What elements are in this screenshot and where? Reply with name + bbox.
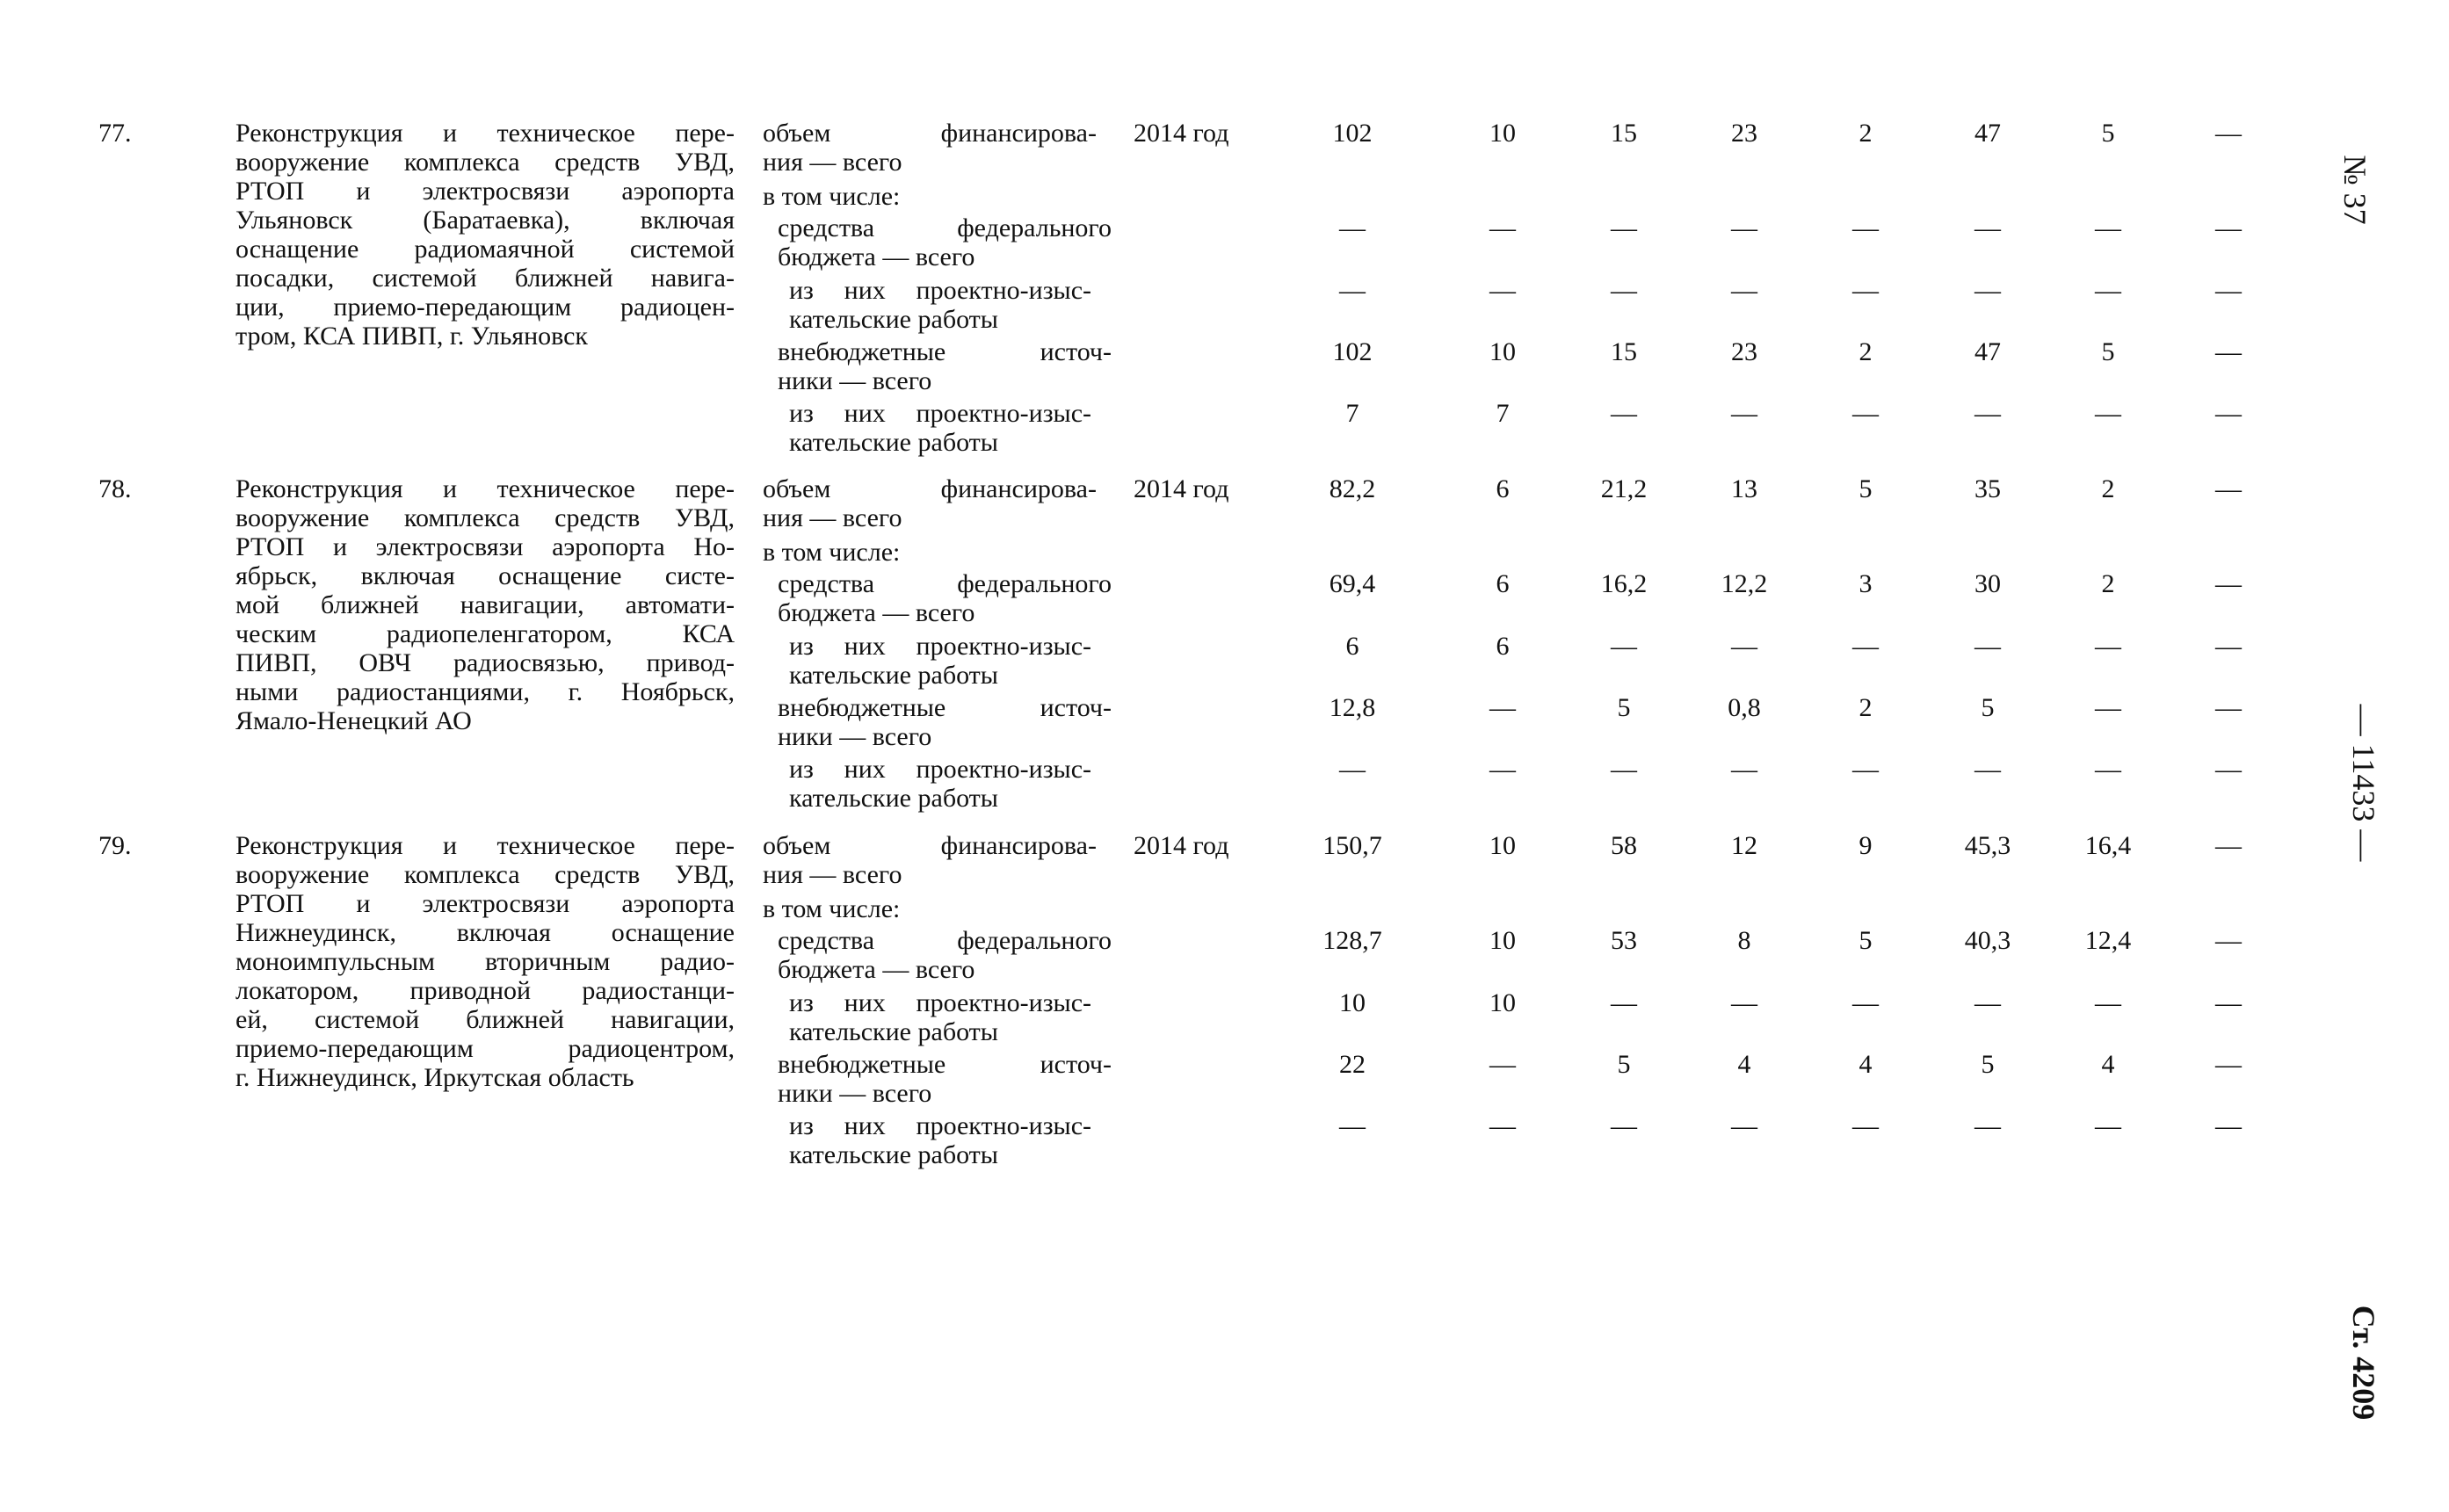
table-cell: — xyxy=(1731,632,1757,661)
table-cell: 5 xyxy=(1617,693,1631,722)
table-cell: 4 xyxy=(2101,1050,2115,1079)
row-label-line: средства федерального xyxy=(778,569,1112,598)
description-line: Ульяновск (Баратаевка), включая xyxy=(235,206,735,235)
table-cell: 6 xyxy=(1496,569,1510,598)
description-line: ПИВП, ОВЧ радиосвязью, привод- xyxy=(235,648,735,677)
description-line: Реконструкция и техническое пере- xyxy=(235,474,735,503)
table-cell: — xyxy=(1974,988,2001,1017)
table-cell: — xyxy=(2215,693,2242,722)
table-cell: 22 xyxy=(1339,1050,1366,1079)
table-cell: — xyxy=(2215,119,2242,148)
table-cell: — xyxy=(2095,632,2121,661)
row-label-line: из них проектно-изыс- xyxy=(789,632,1091,661)
table-cell: 16,2 xyxy=(1600,569,1648,598)
table-cell: 2 xyxy=(1858,693,1873,722)
table-cell: 30 xyxy=(1974,569,2001,598)
table-cell: — xyxy=(2215,632,2242,661)
table-cell: — xyxy=(1731,399,1757,428)
description-line: мой ближней навигации, автомати- xyxy=(235,590,735,619)
table-cell: — xyxy=(1489,1050,1516,1079)
description-line: ческим радиопеленгатором, КСА xyxy=(235,619,735,648)
entry-number: 78. xyxy=(98,474,132,503)
row-label-line: из них проектно-изыс- xyxy=(789,755,1091,784)
table-cell: 5 xyxy=(1617,1050,1631,1079)
table-cell: — xyxy=(1611,213,1637,242)
table-cell: — xyxy=(2095,399,2121,428)
entry-number: 77. xyxy=(98,119,132,148)
table-cell: — xyxy=(1611,988,1637,1017)
table-cell: — xyxy=(1852,632,1879,661)
row-label-line: в том числе: xyxy=(763,894,901,923)
table-cell: — xyxy=(2215,1111,2242,1140)
table-cell: 7 xyxy=(1345,399,1359,428)
table-cell: — xyxy=(1611,632,1637,661)
table-cell: — xyxy=(2095,276,2121,305)
table-cell: 4 xyxy=(1737,1050,1751,1079)
row-label xyxy=(763,894,1097,923)
row-label-line: объем финансирова- xyxy=(763,474,1097,503)
table-cell: — xyxy=(1852,399,1879,428)
table-cell: — xyxy=(2215,926,2242,955)
row-label-line: внебюджетные источ- xyxy=(778,1050,1112,1079)
table-cell: — xyxy=(1974,276,2001,305)
table-cell: — xyxy=(1611,1111,1637,1140)
table-cell: — xyxy=(1339,213,1366,242)
row-label-line: из них проектно-изыс- xyxy=(789,276,1091,305)
table-cell: 5 xyxy=(2101,119,2115,148)
table-cell: 12 xyxy=(1731,831,1757,860)
table-cell: 10 xyxy=(1339,988,1366,1017)
description-line: Реконструкция и техническое пере- xyxy=(235,119,735,148)
description-line: локатором, приводной радиостанци- xyxy=(235,976,735,1005)
table-cell: 6 xyxy=(1496,632,1510,661)
row-label xyxy=(789,1111,1091,1169)
row-label-line: бюджета — всего xyxy=(778,955,975,984)
table-cell: — xyxy=(2215,474,2242,503)
table-cell: 128,7 xyxy=(1322,926,1382,955)
table-cell: 10 xyxy=(1489,119,1516,148)
table-cell: — xyxy=(1974,399,2001,428)
table-cell: 23 xyxy=(1731,119,1757,148)
row-label-line: ники — всего xyxy=(778,366,932,395)
entry-number: 79. xyxy=(98,831,132,860)
table-cell: 13 xyxy=(1731,474,1757,503)
table-cell: — xyxy=(1731,755,1757,784)
row-label-line: кательские работы xyxy=(789,428,998,457)
table-cell: 16,4 xyxy=(2084,831,2132,860)
table-cell: 35 xyxy=(1974,474,2001,503)
table-cell: 12,2 xyxy=(1721,569,1768,598)
row-label-line: внебюджетные источ- xyxy=(778,337,1112,366)
table-cell: — xyxy=(2095,693,2121,722)
row-label xyxy=(789,988,1091,1046)
table-cell: 53 xyxy=(1611,926,1637,955)
table-cell: 2 xyxy=(1858,337,1873,366)
table-cell: 3 xyxy=(1858,569,1873,598)
table-cell: — xyxy=(2095,755,2121,784)
description-line: Нижнеудинск, включая оснащение xyxy=(235,918,735,947)
table-cell: — xyxy=(2215,276,2242,305)
row-label xyxy=(763,538,1097,567)
table-cell: — xyxy=(1852,988,1879,1017)
description-line: моноимпульсным вторичным радио- xyxy=(235,947,735,976)
description-line: вооружение комплекса средств УВД, xyxy=(235,148,735,177)
table-cell: — xyxy=(2215,399,2242,428)
table-cell: 5 xyxy=(2101,337,2115,366)
description-line: ции, приемо-передающим радиоцен- xyxy=(235,293,735,322)
table-cell: — xyxy=(2215,1050,2242,1079)
row-label-line: из них проектно-изыс- xyxy=(789,988,1091,1017)
table-cell: 7 xyxy=(1496,399,1510,428)
table-cell: — xyxy=(1974,632,2001,661)
table-cell: — xyxy=(1974,213,2001,242)
table-cell: 40,3 xyxy=(1964,926,2011,955)
table-cell: 5 xyxy=(1981,1050,1995,1079)
table-cell: — xyxy=(2095,1111,2121,1140)
description-line: оснащение радиомаячной системой xyxy=(235,235,735,264)
row-label xyxy=(789,399,1091,457)
table-cell: 47 xyxy=(1974,337,2001,366)
row-label xyxy=(763,182,1097,211)
table-cell: — xyxy=(1489,213,1516,242)
row-label-line: в том числе: xyxy=(763,538,901,567)
issue-number: № 37 xyxy=(2337,155,2373,225)
table-cell: 23 xyxy=(1731,337,1757,366)
description-line: ябрьск, включая оснащение систе- xyxy=(235,561,735,590)
table-cell: — xyxy=(1731,213,1757,242)
table-cell: 12,4 xyxy=(2084,926,2132,955)
row-label xyxy=(778,569,1112,627)
row-label xyxy=(789,276,1091,334)
table-cell: 5 xyxy=(1981,693,1995,722)
table-cell: 82,2 xyxy=(1329,474,1376,503)
description-line: приемо-передающим радиоцентром, xyxy=(235,1034,735,1063)
table-cell: 2 xyxy=(1858,119,1873,148)
row-label-line: ния — всего xyxy=(763,148,902,177)
description-line: ей, системой ближней навигации, xyxy=(235,1005,735,1034)
table-cell: — xyxy=(2215,337,2242,366)
row-label-line: бюджета — всего xyxy=(778,242,975,271)
entry-year: 2014 год xyxy=(1134,474,1229,503)
page-number: Ст. 4209 xyxy=(2346,1305,2381,1421)
table-cell: 47 xyxy=(1974,119,2001,148)
row-label-line: ники — всего xyxy=(778,722,932,751)
table-cell: — xyxy=(1489,693,1516,722)
table-cell: 10 xyxy=(1489,337,1516,366)
row-label-line: средства федерального xyxy=(778,926,1112,955)
table-cell: 2 xyxy=(2101,474,2115,503)
table-cell: 2 xyxy=(2101,569,2115,598)
row-label xyxy=(778,213,1112,271)
table-cell: — xyxy=(1339,1111,1366,1140)
table-cell: — xyxy=(2095,988,2121,1017)
table-cell: — xyxy=(2215,831,2242,860)
table-cell: — xyxy=(1611,399,1637,428)
table-cell: — xyxy=(1489,276,1516,305)
document-number: — 11433 — xyxy=(2346,704,2381,862)
table-cell: 15 xyxy=(1611,337,1637,366)
table-cell: 102 xyxy=(1332,337,1373,366)
row-label xyxy=(778,926,1112,984)
table-cell: 102 xyxy=(1332,119,1373,148)
description-line: РТОП и электросвязи аэропорта xyxy=(235,177,735,206)
row-label-line: бюджета — всего xyxy=(778,598,975,627)
table-cell: 12,8 xyxy=(1329,693,1376,722)
row-label-line: из них проектно-изыс- xyxy=(789,399,1091,428)
row-label-line: в том числе: xyxy=(763,182,901,211)
table-cell: 21,2 xyxy=(1600,474,1648,503)
table-cell: 58 xyxy=(1611,831,1637,860)
row-label-line: из них проектно-изыс- xyxy=(789,1111,1091,1140)
table-cell: 69,4 xyxy=(1329,569,1376,598)
description-line: РТОП и электросвязи аэропорта xyxy=(235,889,735,918)
table-cell: — xyxy=(2215,569,2242,598)
table-cell: — xyxy=(1852,276,1879,305)
table-cell: — xyxy=(1339,755,1366,784)
description-line: г. Нижнеудинск, Иркутская область xyxy=(235,1063,634,1092)
row-label xyxy=(763,119,1097,177)
row-label-line: объем финансирова- xyxy=(763,831,1097,860)
entry-year: 2014 год xyxy=(1134,831,1229,860)
row-label-line: средства федерального xyxy=(778,213,1112,242)
row-label xyxy=(763,831,1097,889)
description-line: тром, КСА ПИВП, г. Ульяновск xyxy=(235,322,589,351)
table-cell: 150,7 xyxy=(1322,831,1382,860)
table-cell: 10 xyxy=(1489,988,1516,1017)
row-label-line: кательские работы xyxy=(789,1017,998,1046)
table-cell: — xyxy=(1731,276,1757,305)
table-cell: 45,3 xyxy=(1964,831,2011,860)
table-cell: 5 xyxy=(1858,474,1873,503)
row-label-line: внебюджетные источ- xyxy=(778,693,1112,722)
entry-description xyxy=(235,119,735,351)
table-cell: — xyxy=(1489,755,1516,784)
table-cell: 4 xyxy=(1858,1050,1873,1079)
table-cell: — xyxy=(1731,988,1757,1017)
table-cell: 5 xyxy=(1858,926,1873,955)
table-cell: 6 xyxy=(1345,632,1359,661)
table-cell: 6 xyxy=(1496,474,1510,503)
entry-description xyxy=(235,831,735,1092)
table-cell: — xyxy=(1731,1111,1757,1140)
table-cell: — xyxy=(2215,755,2242,784)
table-cell: — xyxy=(1852,755,1879,784)
entry-description xyxy=(235,474,735,735)
table-cell: — xyxy=(1974,1111,2001,1140)
row-label xyxy=(763,474,1097,532)
row-label-line: кательские работы xyxy=(789,1140,998,1169)
description-line: ными радиостанциями, г. Ноябрьск, xyxy=(235,677,735,706)
table-cell: 10 xyxy=(1489,831,1516,860)
description-line: РТОП и электросвязи аэропорта Но- xyxy=(235,532,735,561)
row-label-line: кательские работы xyxy=(789,305,998,334)
description-line: Реконструкция и техническое пере- xyxy=(235,831,735,860)
row-label-line: ники — всего xyxy=(778,1079,932,1108)
table-cell: 0,8 xyxy=(1728,693,1761,722)
table-cell: — xyxy=(1611,755,1637,784)
description-line: вооружение комплекса средств УВД, xyxy=(235,860,735,889)
table-cell: — xyxy=(1974,755,2001,784)
table-cell: — xyxy=(1852,1111,1879,1140)
table-cell: — xyxy=(2215,213,2242,242)
table-cell: 9 xyxy=(1858,831,1873,860)
table-cell: — xyxy=(1339,276,1366,305)
row-label-line: кательские работы xyxy=(789,661,998,690)
table-cell: 15 xyxy=(1611,119,1637,148)
description-line: Ямало-Ненецкий АО xyxy=(235,706,472,735)
table-cell: — xyxy=(1611,276,1637,305)
row-label-line: кательские работы xyxy=(789,784,998,813)
table-cell: 8 xyxy=(1737,926,1751,955)
description-line: посадки, системой ближней навига- xyxy=(235,264,735,293)
description-line: вооружение комплекса средств УВД, xyxy=(235,503,735,532)
table-cell: — xyxy=(2215,988,2242,1017)
row-label xyxy=(789,632,1091,690)
row-label xyxy=(789,755,1091,813)
row-label-line: ния — всего xyxy=(763,503,902,532)
table-cell: — xyxy=(1489,1111,1516,1140)
table-cell: 10 xyxy=(1489,926,1516,955)
table-cell: — xyxy=(1852,213,1879,242)
row-label xyxy=(778,337,1112,395)
row-label-line: ния — всего xyxy=(763,860,902,889)
entry-year: 2014 год xyxy=(1134,119,1229,148)
row-label xyxy=(778,1050,1112,1108)
row-label xyxy=(778,693,1112,751)
row-label-line: объем финансирова- xyxy=(763,119,1097,148)
table-cell: — xyxy=(2095,213,2121,242)
